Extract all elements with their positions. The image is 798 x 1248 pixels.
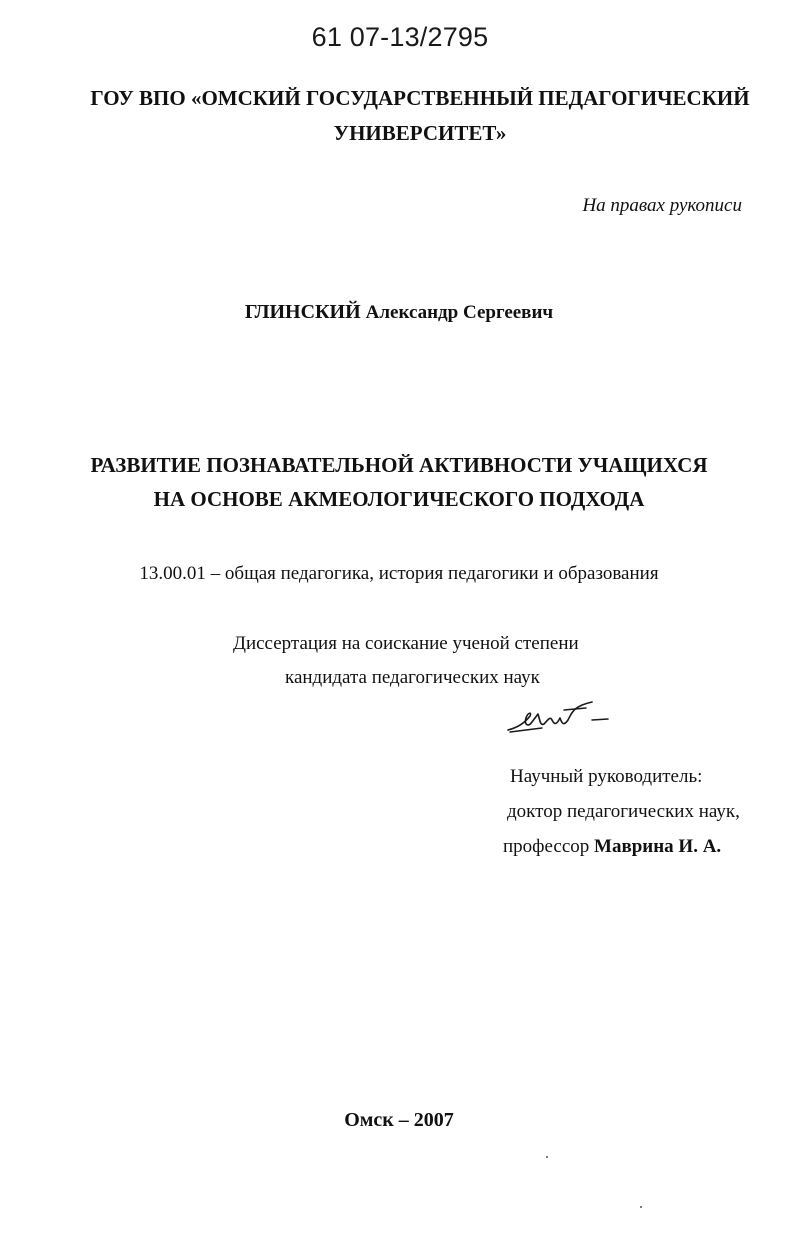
archive-number: 61 07-13/2795 xyxy=(311,22,489,52)
thesis-title-line-2: НА ОСНОВЕ АКМЕОЛОГИЧЕСКОГО ПОДХОДА xyxy=(153,487,645,511)
advisor-title: профессор xyxy=(503,836,590,857)
author-name xyxy=(0,301,798,324)
scan-speck xyxy=(640,1206,642,1208)
thesis-title-line-1: РАЗВИТИЕ ПОЗНАВАТЕЛЬНОЙ АКТИВНОСТИ УЧАЩИХСЯ xyxy=(90,453,708,477)
advisor-label: Научный руководитель: xyxy=(510,766,703,787)
advisor-degree: доктор педагогических наук, xyxy=(507,801,740,822)
author-surname: ГЛИНСКИЙ xyxy=(244,301,361,323)
scan-speck xyxy=(546,1156,548,1158)
city-and-year: Омск – 2007 xyxy=(344,1109,454,1131)
advisor-name: Маврина И. А. xyxy=(594,836,722,857)
institution-name-line-2: УНИВЕРСИТЕТ» xyxy=(333,121,507,145)
degree-statement-line-1: Диссертация на соискание ученой степени xyxy=(233,633,579,654)
author-signature xyxy=(502,694,614,740)
manuscript-rights-note: На правах рукописи xyxy=(582,195,742,216)
institution-name-line-1: ГОУ ВПО «ОМСКИЙ ГОСУДАРСТВЕННЫЙ ПЕДАГОГИЧЕСКИЙ xyxy=(90,86,750,110)
advisor-title-and-name xyxy=(503,836,721,858)
specialty-code: 13.00.01 – общая педагогика, история педагогики и образования xyxy=(139,563,659,584)
author-given-names: Александр Сергеевич xyxy=(365,302,554,323)
degree-statement-line-2: кандидата педагогических наук xyxy=(285,667,540,688)
